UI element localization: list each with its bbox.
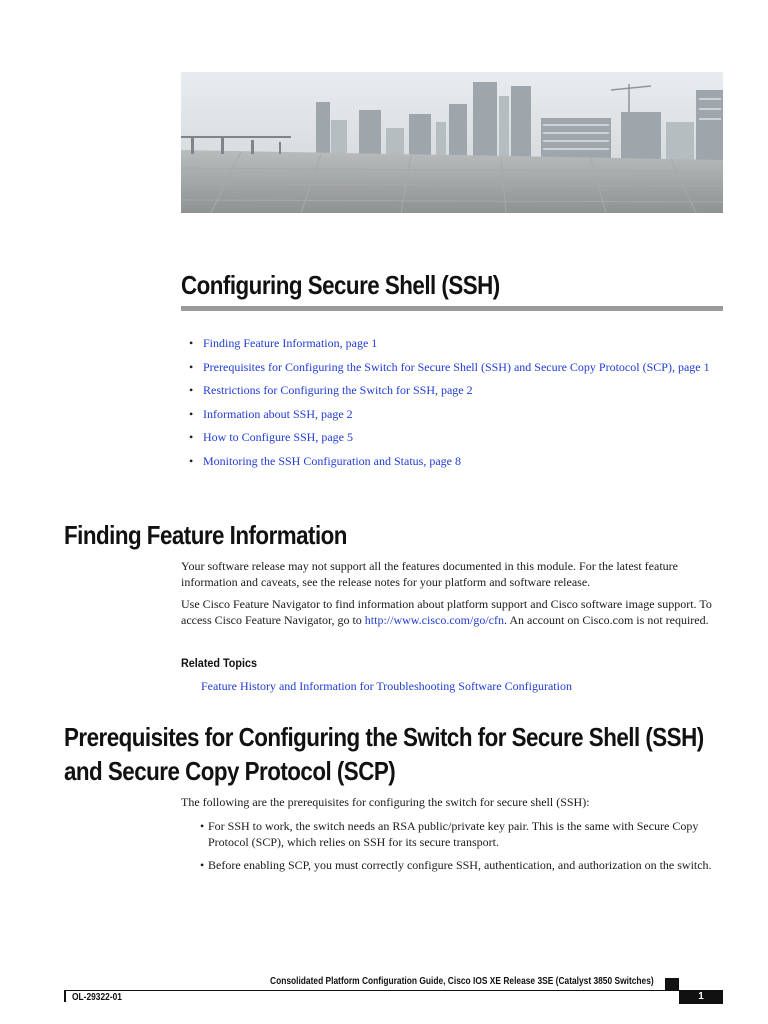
- table-of-contents: [189, 336, 729, 477]
- header-banner-image: [181, 72, 723, 213]
- footer-marker: [665, 978, 679, 990]
- toc-link[interactable]: Restrictions for Configuring the Switch for SSH, page 2: [203, 383, 473, 397]
- footer-document-code: OL-29322-01: [72, 992, 122, 1003]
- list-item: [200, 858, 730, 874]
- bullet: •: [189, 336, 194, 350]
- bullet: •: [200, 819, 205, 833]
- list-item-text: For SSH to work, the switch needs an RSA public/private key pair. This is the same with Secure Copy Protocol (SCP), which relies on SSH for its secure transport.: [208, 819, 699, 849]
- footer-guide-title: Consolidated Platform Configuration Guide, Cisco IOS XE Release 3SE (Catalyst 3850 Switches): [270, 976, 654, 987]
- toc-link[interactable]: Prerequisites for Configuring the Switch for Secure Shell (SSH) and Secure Copy Protocol (SCP), page 1: [203, 359, 710, 374]
- page-number: 1: [679, 990, 723, 1004]
- city-skyline-illustration: [181, 72, 723, 213]
- toc-link[interactable]: Information about SSH, page 2: [203, 406, 353, 421]
- toc-item[interactable]: [189, 336, 729, 351]
- toc-link[interactable]: Finding Feature Information, page 1: [203, 336, 378, 350]
- related-topic-link[interactable]: Feature History and Information for Troubleshooting Software Configuration: [201, 679, 572, 693]
- paragraph-text: Use Cisco Feature Navigator to find information about platform support and Cisco software image support. To access Cisco Feature Navigator, go to: [181, 597, 712, 627]
- toc-item[interactable]: [189, 454, 729, 469]
- toc-item[interactable]: [189, 407, 729, 422]
- toc-link[interactable]: How to Configure SSH, page 5: [203, 430, 353, 444]
- bullet: •: [200, 858, 205, 872]
- toc-item[interactable]: [189, 430, 729, 445]
- toc-link[interactable]: Monitoring the SSH Configuration and Status, page 8: [203, 453, 461, 468]
- footer-tick: [64, 990, 66, 1002]
- bullet: •: [189, 383, 194, 397]
- bullet: •: [189, 453, 194, 468]
- toc-item[interactable]: [189, 383, 729, 398]
- prerequisites-intro: The following are the prerequisites for configuring the switch for secure shell (SSH):: [181, 795, 590, 809]
- cisco-feature-navigator-link[interactable]: http://www.cisco.com/go/cfn: [364, 612, 504, 627]
- related-topics-heading: Related Topics: [181, 656, 258, 670]
- bullet: •: [189, 430, 194, 444]
- list-item: [200, 819, 730, 850]
- section-heading-finding-feature-information: Finding Feature Information: [64, 520, 347, 550]
- list-item-text: Before enabling SCP, you must correctly configure SSH, authentication, and authorization on the switch.: [208, 858, 712, 872]
- paragraph-text: . An account on Cisco.com is not required.: [504, 612, 709, 627]
- bullet: •: [189, 359, 194, 374]
- page-title: Configuring Secure Shell (SSH): [181, 270, 500, 300]
- prerequisites-list: [200, 819, 730, 874]
- toc-item[interactable]: [189, 360, 729, 375]
- finding-paragraph-2: [181, 597, 726, 628]
- bullet: •: [189, 406, 194, 421]
- section-heading-prerequisites-line-1: Prerequisites for Configuring the Switch for Secure Shell (SSH): [64, 722, 704, 752]
- section-heading-prerequisites-line-2: and Secure Copy Protocol (SCP): [64, 756, 396, 786]
- footer-rule: [64, 990, 723, 991]
- finding-paragraph-1: Your software release may not support all the features documented in this module. For the latest feature information and caveats, see the release notes for your platform and software release.: [181, 559, 678, 589]
- title-rule: [181, 306, 723, 311]
